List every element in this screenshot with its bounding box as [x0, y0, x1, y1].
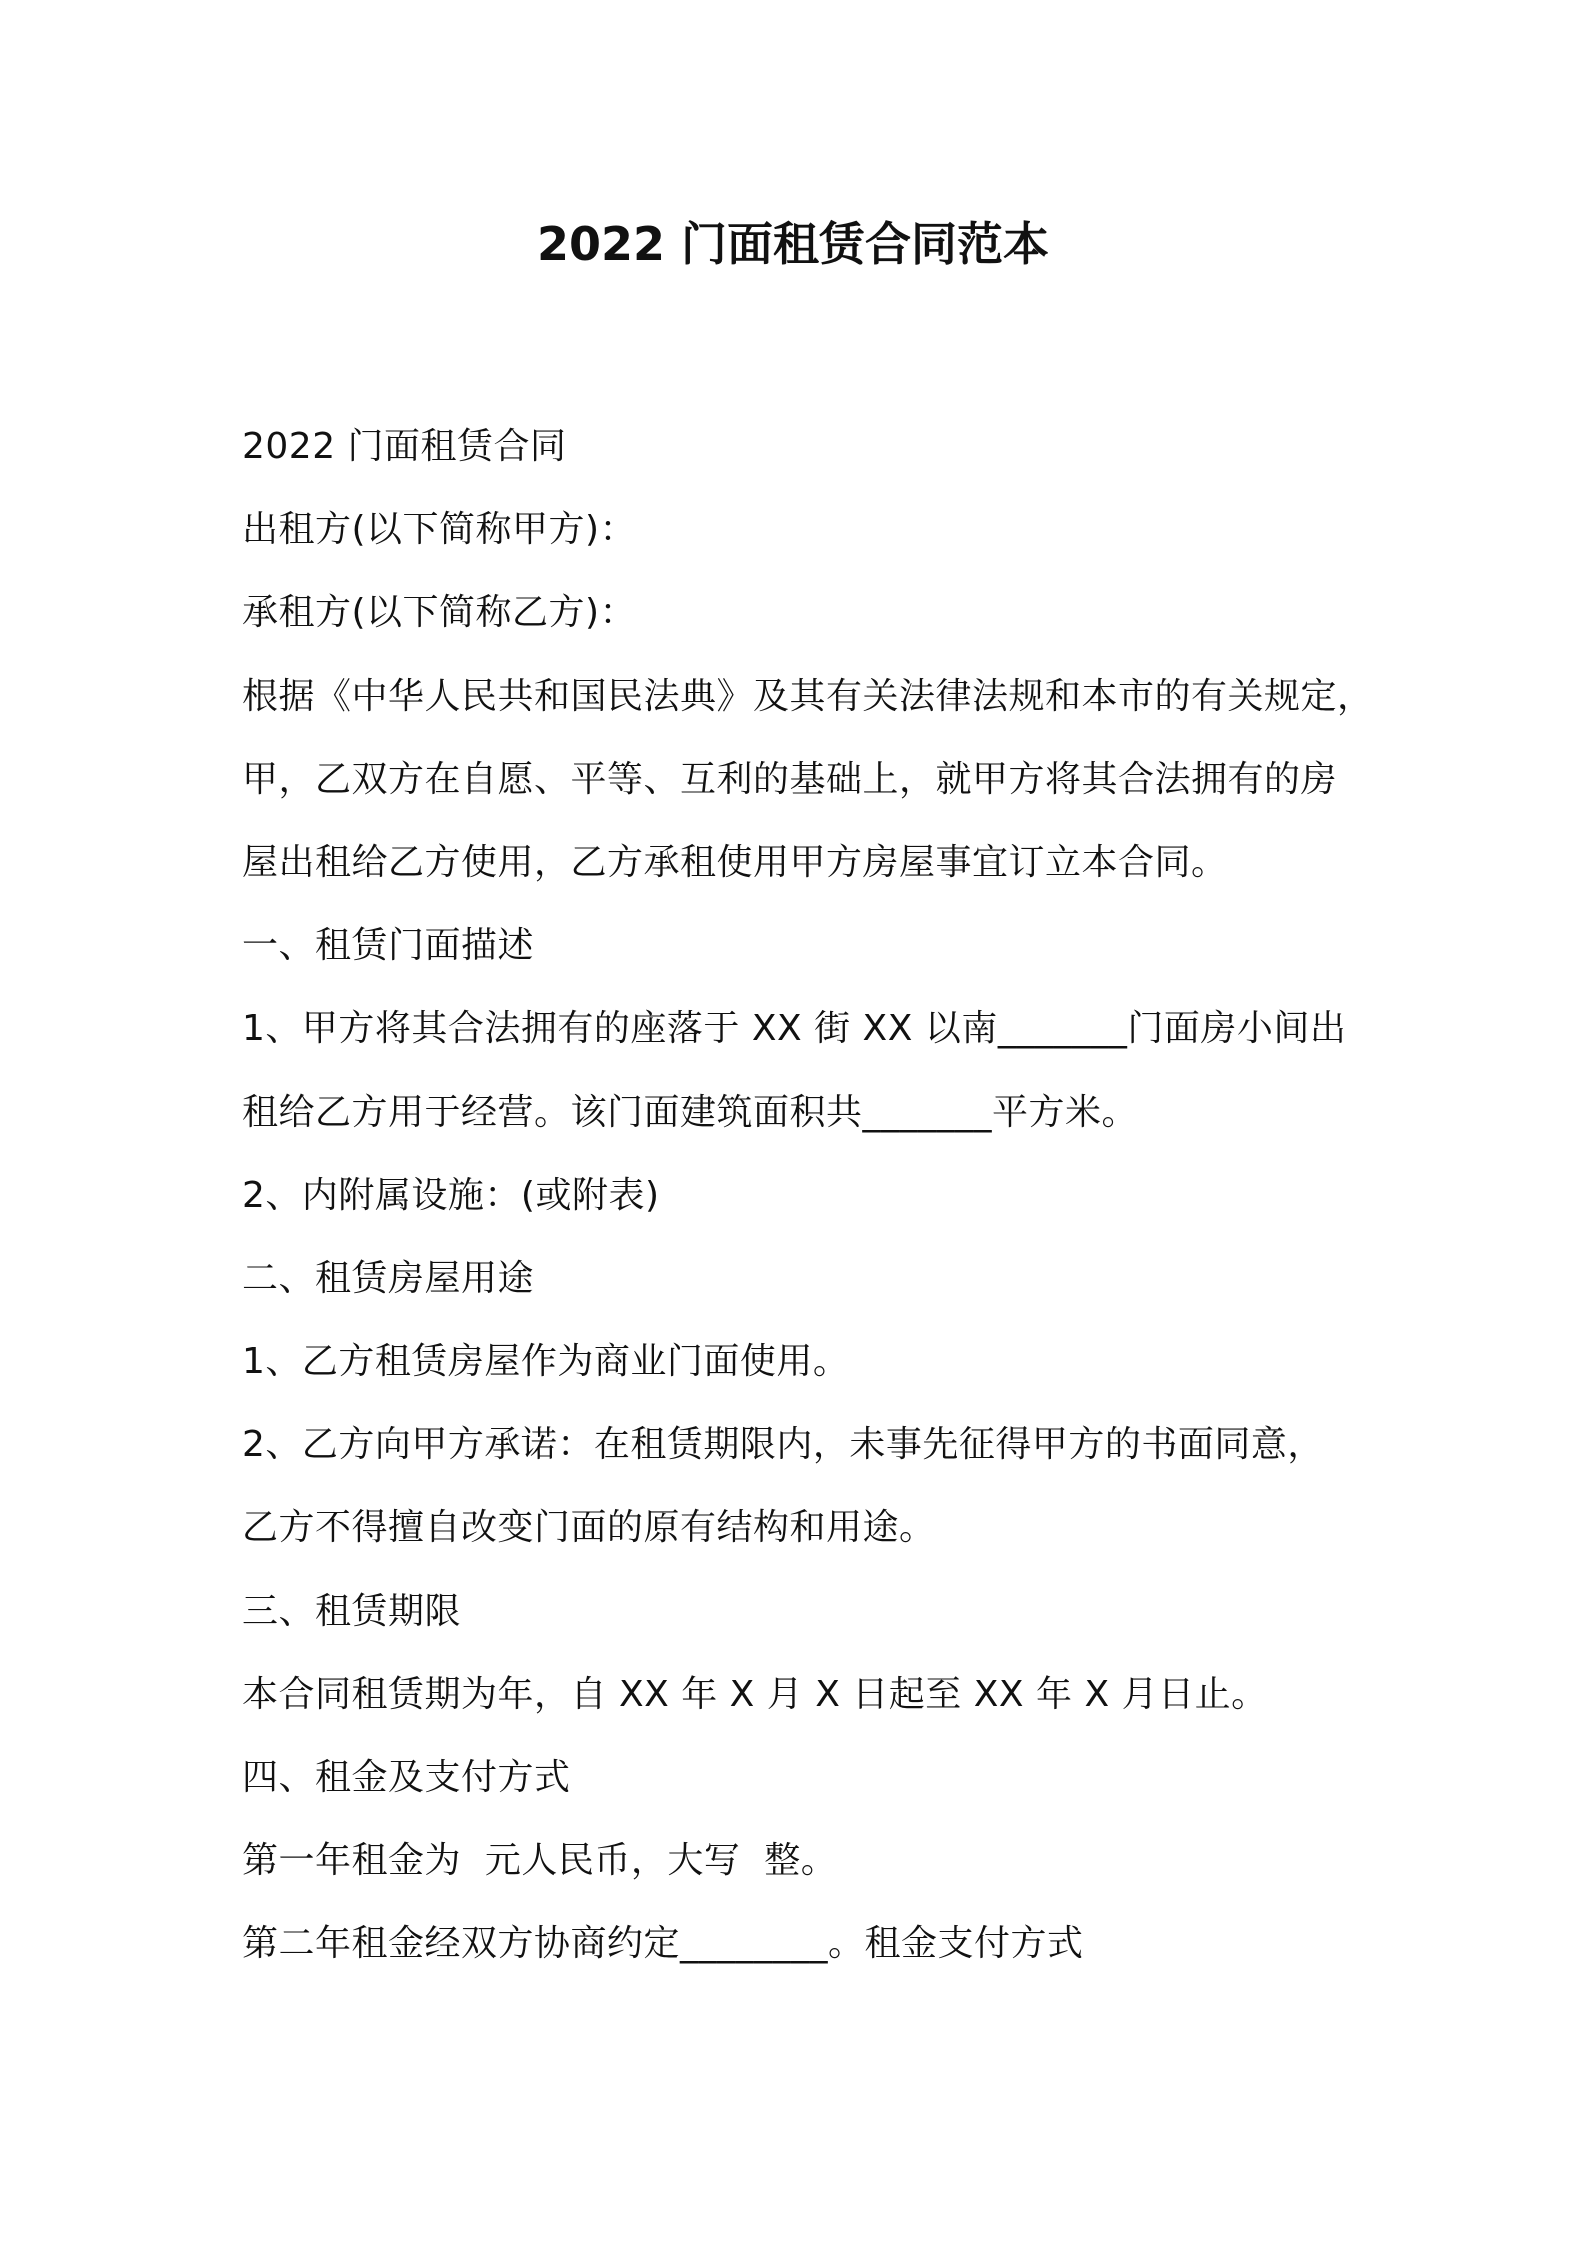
section-heading: 三、租赁期限: [242, 1590, 462, 1632]
document-title: 2022 门面租赁合同范本: [536, 217, 1050, 271]
paragraph-line: 乙方不得擅自改变门面的原有结构和用途。: [242, 1507, 936, 1549]
paragraph-line: 根据《中华人民共和国民法典》及其有关法律法规和本市的有关规定，: [242, 675, 1374, 717]
document-body: [242, 405, 1372, 1986]
paragraph-line: 2、内附属设施：(或附表): [242, 1174, 660, 1216]
paragraph-line: 1、乙方租赁房屋作为商业门面使用。: [242, 1341, 850, 1383]
paragraph-line: 2、乙方向甲方承诺：在租赁期限内，未事先征得甲方的书面同意，: [242, 1424, 1324, 1466]
paragraph-line: 第二年租金经双方协商约定________。租金支付方式: [242, 1923, 1084, 1965]
paragraph-line: 1、甲方将其合法拥有的座落于 XX 街 XX 以南_______门面房小间出: [242, 1008, 1347, 1050]
paragraph-line: 第一年租金为 元人民币，大写 整。: [242, 1840, 838, 1882]
paragraph-line: 屋出租给乙方使用，乙方承租使用甲方房屋事宜订立本合同。: [242, 841, 1228, 883]
section-heading: 二、租赁房屋用途: [242, 1257, 535, 1299]
section-heading: 一、租赁门面描述: [242, 925, 535, 967]
lessor-line: 出租方(以下简称甲方)：: [242, 509, 637, 551]
lessee-line: 承租方(以下简称乙方)：: [242, 592, 637, 634]
paragraph-line: 本合同租赁期为年，自 XX 年 X 月 X 日起至 XX 年 X 月日止。: [242, 1673, 1268, 1715]
paragraph-line: 甲，乙双方在自愿、平等、互利的基础上，就甲方将其合法拥有的房: [242, 758, 1338, 800]
section-heading: 四、租金及支付方式: [242, 1757, 571, 1798]
contract-heading: 2022 门面租赁合同: [242, 426, 567, 467]
paragraph-line: 租给乙方用于经营。该门面建筑面积共_______平方米。: [242, 1091, 1139, 1133]
